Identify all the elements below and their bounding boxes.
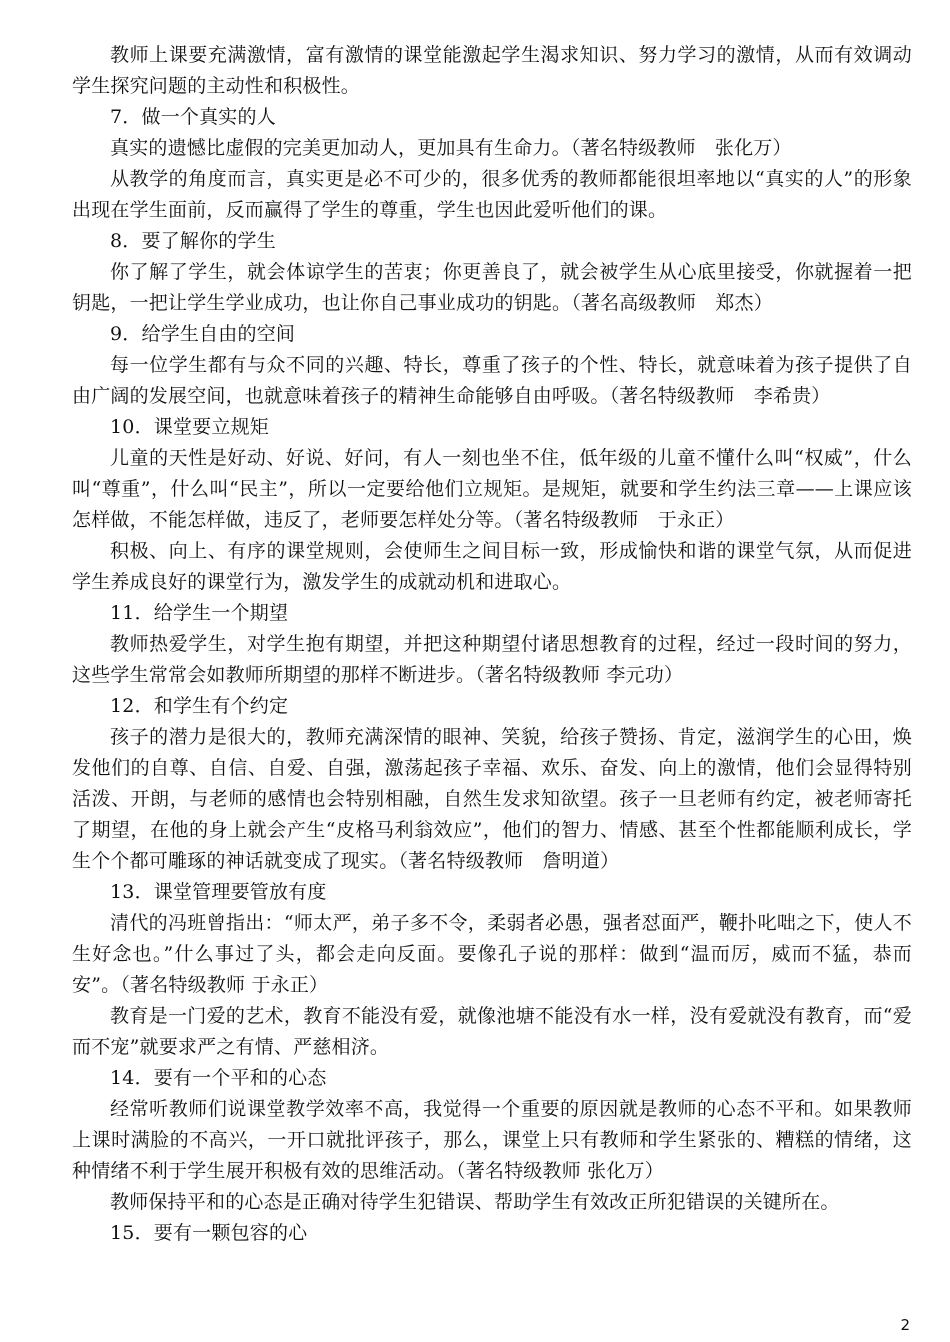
paragraph: 孩子的潜力是很大的，教师充满深情的眼神、笑貌，给孩子赞扬、肯定，滋润学生的心田，焕发他们的自尊、自信、自爱、自强，激荡起孩子幸福、欢乐、奋发、向上的激情，他们会显得特别活泼、开朗，与老师的感情也会特别相融，自然生发求知欲望。孩子一旦老师有约定，被老师寄托了期望，在他的身上就会产生“皮格马利翁效应”，他们的智力、情感、甚至个性都能顺利成长，学生个个都可雕琢的神话就变成了现实。（著名特级教师 詹明道）: [72, 726, 912, 872]
paragraph: 积极、向上、有序的课堂规则，会使师生之间目标一致，形成愉快和谐的课堂气氛，从而促进学生养成良好的课堂行为，激发学生的成就动机和进取心。: [72, 540, 912, 593]
section-heading-10: 10．课堂要立规矩: [110, 416, 269, 438]
section-heading-15: 15．要有一颗包容的心: [110, 1222, 308, 1244]
section-heading-14: 14．要有一个平和的心态: [110, 1067, 327, 1089]
paragraph: 教师保持平和的心态是正确对待学生犯错误、帮助学生有效改正所犯错误的关键所在。: [110, 1191, 840, 1213]
paragraph: 教育是一门爱的艺术，教育不能没有爱，就像池塘不能没有水一样，没有爱就没有教育，而“爱而不宠”就要求严之有情、严慈相济。: [72, 1005, 912, 1058]
paragraph: 清代的冯班曾指出：“师太严，弟子多不令，柔弱者必愚，强者怼面严，鞭扑叱咄之下，使人不生好念也。”什么事过了头，都会走向反面。要像孔子说的那样：做到“温而厉，威而不猛，恭而安”。（著名特级教师 于永正）: [72, 912, 912, 996]
paragraph: 真实的遗憾比虚假的完美更加动人，更加具有生命力。（著名特级教师 张化万）: [110, 137, 792, 159]
paragraph: 教师上课要充满激情，富有激情的课堂能激起学生渴求知识、努力学习的激情，从而有效调动学生探究问题的主动性和积极性。: [72, 44, 912, 97]
paragraph: 经常听教师们说课堂教学效率不高，我觉得一个重要的原因就是教师的心态不平和。如果教师上课时满脸的不高兴，一开口就批评孩子，那么，课堂上只有教师和学生紧张的、糟糕的情绪，这种情绪不利于学生展开积极有效的思维活动。（著名特级教师 张化万）: [72, 1098, 912, 1182]
paragraph: 教师热爱学生，对学生抱有期望，并把这种期望付诸思想教育的过程，经过一段时间的努力，这些学生常常会如教师所期望的那样不断进步。（著名特级教师 李元功）: [72, 633, 912, 686]
section-heading-13: 13．课堂管理要管放有度: [110, 881, 327, 903]
section-heading-8: 8．要了解你的学生: [110, 230, 276, 252]
paragraph: 儿童的天性是好动、好说、好问，有人一刻也坐不住，低年级的儿童不懂什么叫“权威”，什么叫“尊重”，什么叫“民主”，所以一定要给他们立规矩。是规矩，就要和学生约法三章——上课应该怎样做，不能怎样做，违反了，老师要怎样处分等。（著名特级教师 于永正）: [72, 447, 912, 531]
section-heading-12: 12．和学生有个约定: [110, 695, 289, 717]
paragraph: 从教学的角度而言，真实更是必不可少的，很多优秀的教师都能很坦率地以“真实的人”的形象出现在学生面前，反而赢得了学生的尊重，学生也因此爱听他们的课。: [72, 168, 912, 221]
section-heading-7: 7．做一个真实的人: [110, 106, 276, 128]
section-heading-11: 11．给学生一个期望: [110, 602, 289, 624]
paragraph: 你了解了学生，就会体谅学生的苦衷；你更善良了，就会被学生从心底里接受，你就握着一把钥匙，一把让学生学业成功，也让你自己事业成功的钥匙。（著名高级教师 郑杰）: [72, 261, 912, 314]
section-heading-9: 9．给学生自由的空间: [110, 323, 296, 345]
page-number: 2: [900, 1316, 910, 1334]
paragraph: 每一位学生都有与众不同的兴趣、特长，尊重了孩子的个性、特长，就意味着为孩子提供了自由广阔的发展空间，也就意味着孩子的精神生命能够自由呼吸。（著名特级教师 李希贵）: [72, 354, 912, 407]
document-body: [72, 40, 912, 1249]
